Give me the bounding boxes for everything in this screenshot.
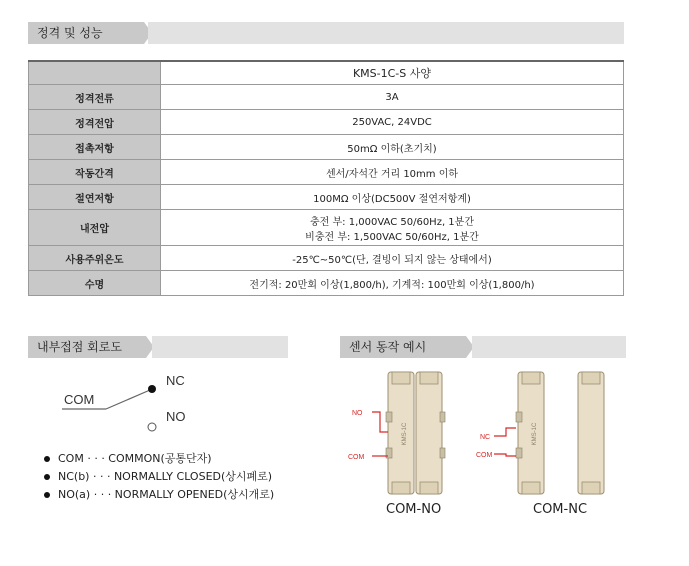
nc-wire-line [494,428,516,436]
example-section-title: 센서 동작 예시 [340,336,458,358]
example-caption-com-no: COM-NO [386,502,442,517]
circuit-section-header [28,336,288,358]
sensor-body [516,372,544,494]
row-label: 작동간격 [29,160,161,185]
contact-circuit-diagram [58,368,258,438]
legend-item [44,486,274,502]
table-row [29,271,624,296]
row-label: 수명 [29,271,161,296]
magnet-body [416,372,445,494]
switch-arm-line [106,390,150,409]
row-value: 전기적: 20만회 이상(1,800/h), 기계적: 100만회 이상(1,800/h) [161,271,624,296]
circuit-section-bar [152,336,288,358]
row-label: 절연저항 [29,185,161,210]
nc-contact-dot [148,385,156,393]
spec-section-header [28,22,624,44]
no-wire-line [372,412,388,432]
table-row [29,110,624,135]
sensor-model-text: KMS-1C [532,422,538,446]
spec-table [28,60,624,296]
sensor-body [386,372,414,494]
magnet-body [578,372,604,494]
bullet-icon [44,492,50,498]
spec-section-title: 정격 및 성능 [28,22,136,44]
table-row [29,160,624,185]
legend-text: COM · · · COMMON(공통단자) [58,452,212,465]
row-value: 3A [161,85,624,110]
row-value: -25℃~50℃(단, 결빙이 되지 않는 상태에서) [161,246,624,271]
table-row [29,246,624,271]
spec-section-bar [148,22,624,44]
legend-text: NC(b) · · · NORMALLY CLOSED(상시폐로) [58,470,273,483]
no-tag: NO [352,410,363,417]
row-value [161,210,624,246]
no-contact-dot [148,423,156,431]
legend-item [44,468,272,484]
com-label: COM [64,392,95,407]
circuit-section-title: 내부접점 회로도 [28,336,138,358]
sensor-example-com-no [348,368,468,498]
sensor-model-text: KMS-1C [402,422,408,446]
example-section-header [340,336,626,358]
bullet-icon [44,474,50,480]
com-wire-line [494,454,516,456]
table-row [29,210,624,246]
no-label: NO [166,409,186,424]
example-section-bar [472,336,626,358]
legend-text: NO(a) · · · NORMALLY OPENED(상시개로) [58,488,275,501]
nc-tag: NC [480,434,491,441]
table-row [29,135,624,160]
table-row [29,85,624,110]
nc-label: NC [166,373,185,388]
row-label: 사용주위온도 [29,246,161,271]
row-value: 100MΩ 이상(DC500V 절연저항계) [161,185,624,210]
legend-item [44,450,212,466]
bullet-icon [44,456,50,462]
example-caption-com-nc: COM-NC [533,502,588,517]
table-row [29,185,624,210]
com-tag: COM [348,454,365,461]
row-label: 내전압 [29,210,161,246]
row-value: 50mΩ 이하(초기치) [161,135,624,160]
row-value: 센서/자석간 거리 10mm 이하 [161,160,624,185]
spec-table-corner [29,61,161,85]
row-label: 접촉저항 [29,135,161,160]
row-value: 250VAC, 24VDC [161,110,624,135]
row-value-line: 충전 부: 1,000VAC 50/60Hz, 1분간 [310,216,474,228]
row-label: 정격전류 [29,85,161,110]
row-label: 정격전압 [29,110,161,135]
com-tag: COM [476,452,493,459]
sensor-example-com-nc [476,368,616,498]
spec-table-header-row [29,61,624,85]
row-value-line: 비충전 부: 1,500VAC 50/60Hz, 1분간 [305,231,479,243]
spec-table-model-header: KMS-1C-S 사양 [161,61,624,85]
